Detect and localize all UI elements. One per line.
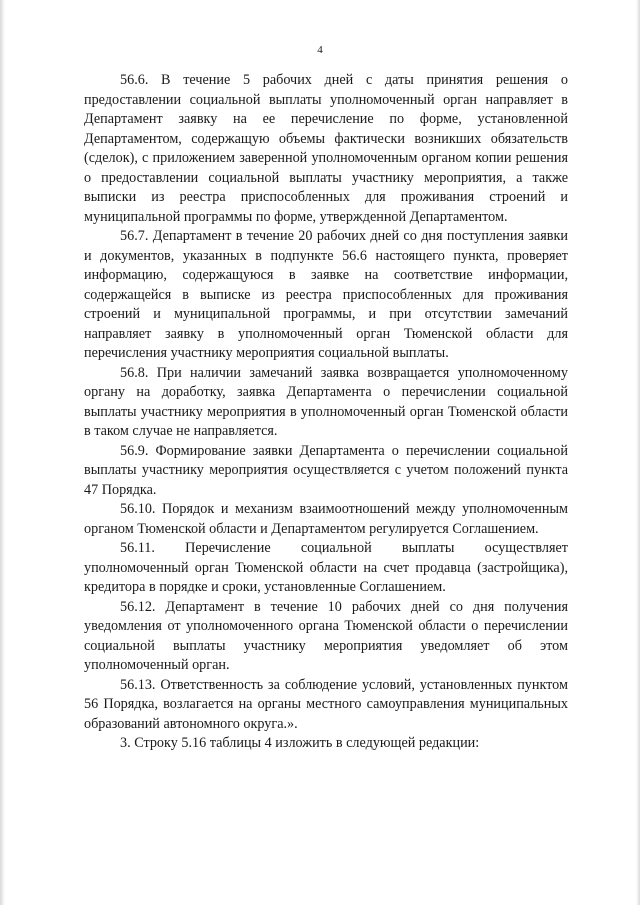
paragraph-56-12: 56.12. Департамент в течение 10 рабочих дней со дня получения уведомления от уполномоченного органа Тюменской области о перечислении социальной выплаты участнику мероприятия уведомляет об этом уполномоченный орган. (84, 598, 568, 673)
scan-edge-right (636, 0, 640, 905)
scan-edge-left (0, 0, 5, 905)
paragraph-56-13: 56.13. Ответственность за соблюдение условий, установленных пунктом 56 Порядка, возлагается на органы местного самоуправления муниципальных образований автономного округа.». (84, 676, 568, 732)
paragraph-56-6: 56.6. В течение 5 рабочих дней с даты принятия решения о предоставлении социальной выплаты уполномоченный орган направляет в Департамент заявку на ее перечисление по форме, установленной Департаментом, содержащую объемы фактически возникших обязательств (сделок), с приложением заверенной уполномоченным органом копии решения о предоставлении социальной выплаты участнику мероприятия, а также выписки из реестра приспособленных для проживания строений и муниципальной программы по форме, утвержденной Департаментом. (84, 72, 568, 225)
paragraph-56-10: 56.10. Порядок и механизм взаимоотношений между уполномоченным органом Тюменской области и Департаментом регулируется Соглашением. (84, 501, 568, 537)
page-number: 4 (317, 44, 323, 56)
document-body (84, 71, 568, 754)
paragraph-item-3: 3. Строку 5.16 таблицы 4 изложить в следующей редакции: (120, 735, 480, 751)
paragraph-56-8: 56.8. При наличии замечаний заявка возвращается уполномоченному органу на доработку, заявка Департамента о перечислении социальной выплаты участнику мероприятия в уполномоченный орган Тюменской области в таком случае не направляется. (84, 364, 568, 439)
paragraph-56-9: 56.9. Формирование заявки Департамента о перечислении социальной выплаты участнику мероприятия осуществляется с учетом положений пункта 47 Порядка. (84, 442, 568, 498)
paragraph-56-11: 56.11. Перечисление социальной выплаты осуществляет уполномоченный орган Тюменской области на счет продавца (застройщика), кредитора в порядке и сроки, установленные Соглашением. (84, 540, 568, 595)
paragraph-56-7: 56.7. Департамент в течение 20 рабочих дней со дня поступления заявки и документов, указанных в подпункте 56.6 настоящего пункта, проверяет информацию, содержащуюся в заявке на соответствие информации, содержащейся в выписке из реестра приспособленных для проживания строений и муниципальной программы, и при отсутствии замечаний направляет заявку в уполномоченный орган Тюменской области для перечисления участнику мероприятия социальной выплаты. (84, 228, 568, 361)
